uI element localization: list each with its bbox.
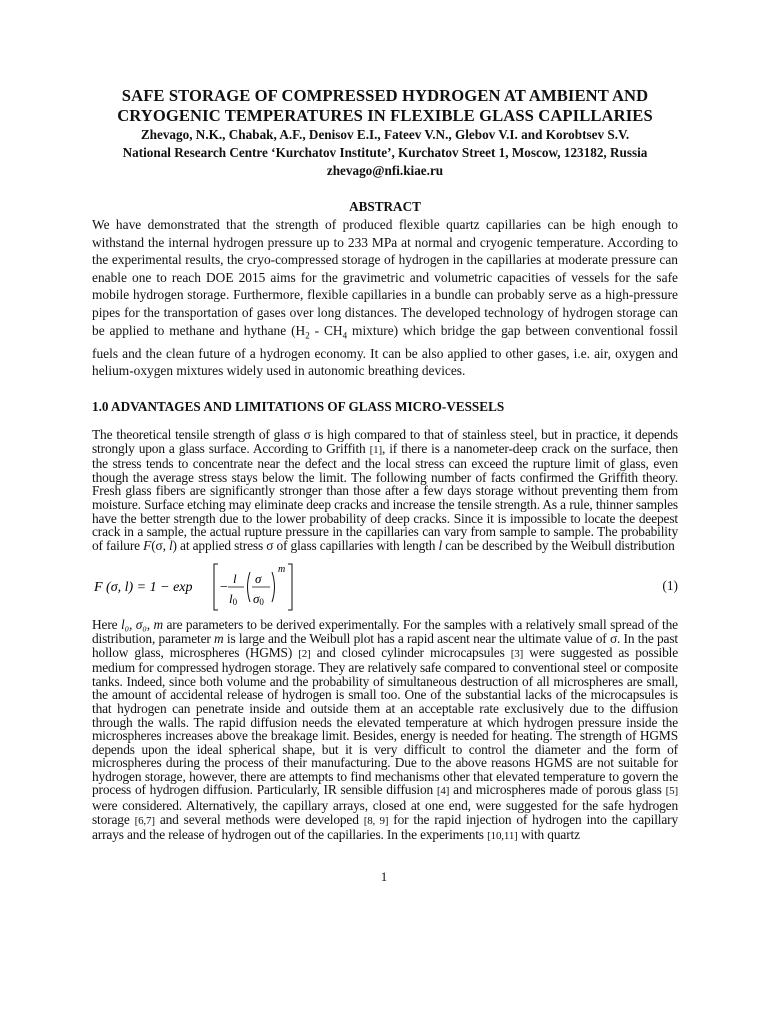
section-paragraph-1 xyxy=(92,428,678,552)
equation-lhs: F (σ, l) = 1 − exp xyxy=(94,580,193,596)
parameter-vars: l₀, σ₀, m xyxy=(120,617,163,633)
subscript-h2: 2 xyxy=(305,330,310,341)
minus-sign: − xyxy=(220,580,228,596)
citation-ref: [4] xyxy=(436,785,450,798)
denominator-l0: l0 xyxy=(229,591,238,608)
text-run: and several methods were developed xyxy=(154,811,364,827)
affiliation: National Research Centre ‘Kurchatov Institute’, Kurchatov Street 1, Moscow, 123182, Russia xyxy=(122,145,648,160)
contact-email: zhevago@nfi.kiae.ru xyxy=(326,163,444,178)
right-paren xyxy=(272,572,275,602)
text-run: for the rapid injection of hydrogen into the capillary arrays and the release of hydrogen out of the capillaries. In the experiments xyxy=(92,811,678,843)
left-paren xyxy=(248,572,251,602)
text-run: and microspheres made of porous glass xyxy=(449,782,666,798)
citation-ref: [5] xyxy=(665,785,678,798)
abstract-part-1: We have demonstrated that the strength of produced flexible quartz capillaries can be high enough to withstand the internal hydrogen pressure up to 233 MPa at normal and cryogenic temperature. According to the experimental results, the cryo-compressed storage of hydrogen in the capillaries at moderate pressure can enable one to reach DOE 2015 aims for the gravimetric and volumetric capacities of vessels for the safe mobile hydrogen storage. Furthermore, flexible capillaries in a bundle can probably serve as a high-pressure pipes for the transportation of gases over long distances. The developed technology of hydrogen storage can be applied to methane and hythane (H xyxy=(92,217,678,338)
citation-ref: [3] xyxy=(510,647,524,660)
weibull-equation xyxy=(92,558,678,616)
citation-ref: [8, 9] xyxy=(363,814,389,827)
text-run: is large and the Weibull plot has a rapid ascent near the ultimate value of σ. In the past hollow glass, microspheres (HGMS) xyxy=(92,630,678,660)
abstract-text xyxy=(92,216,678,380)
citation-ref: [2] xyxy=(298,647,311,660)
text-run: were considered. Alternatively, the capillary arrays, closed at one end, were suggested for the safe hydrogen storage xyxy=(92,798,678,827)
equation-number: (1) xyxy=(662,578,678,594)
text-run: are parameters to be derived experimentally. For the samples with a relatively small spread of the distribution, parameter xyxy=(92,617,678,646)
text-run: Here xyxy=(92,617,121,633)
page-number: 1 xyxy=(380,869,388,884)
text-run: were suggested as possible medium for compressed hydrogen storage. They are relatively safe compared to conventional steel or composite tanks. Indeed, since both volume and the probability of simultaneous destruction of all microspheres are small, the amount of accidental release of hydrogen is small too. One of the substantial lacks of the microcapsules is that hydrogen can penetrate inside and outside them at an acceptable rate exclusively due to the diffusion through the walls. The rapid diffusion needs the elevated temperature at which hydrogen pressure inside the microspheres increases above the breakage limit. Besides, energy is needed for heating. The strength of HGMS depends upon the ideal spherical shape, but it is very difficult to control the diameter and the form of microspheres during the process of their manufacturing. Due to the above reasons HGMS are not suitable for hydrogen storage, however, there are attempts to find mechanisms other that elevated temperature to govern the process of hydrogen diffusion. Particularly, IR sensible diffusion xyxy=(92,644,679,798)
author-list: Zhevago, N.K., Chabak, A.F., Denisov E.I., Fateev V.N., Glebov V.I. and Korobtsev S.V. xyxy=(140,127,630,142)
denominator-sigma0: σ0 xyxy=(253,591,264,608)
text-run: can be described by the Weibull distribution xyxy=(442,537,675,553)
right-bracket xyxy=(288,564,292,610)
abstract-heading: ABSTRACT xyxy=(349,199,421,214)
left-bracket xyxy=(214,564,218,610)
text-run: , if there is a nanometer-deep crack on the surface, then the stress tends to concentrate near the defect and the local stress can exceed the rupture limit of glass, even though the average stress stays below the limit. The following number of facts confirmed the Griffith theory. Fresh glass fibers are significantly stronger than those after a few days storage without preventing them from moisture. Surface etching may eliminate deep cracks and increase the tensile strength. As a rule, thinner samples have the better strength due to the lower probability of deep cracks. Since it is impossible to locate the deepest crack in a sample, the actual rupture pressure in the capillaries can vary from sample to sample. The probability of failure xyxy=(92,440,678,553)
text-run: The theoretical tensile strength of glass σ is high compared to that of stainless steel, but in practice, it depends strongly upon a glass surface. According to Griffith xyxy=(92,427,678,456)
citation-ref: [10,11] xyxy=(487,830,518,843)
citation-ref: [6,7] xyxy=(134,814,155,827)
var-l: l xyxy=(168,537,173,553)
abstract-part-mid: - CH xyxy=(309,322,343,338)
equation-graphic xyxy=(92,558,302,616)
section-paragraph-2 xyxy=(92,618,678,844)
paper-page xyxy=(92,86,678,844)
numerator-sigma: σ xyxy=(255,571,262,587)
paper-title: SAFE STORAGE OF COMPRESSED HYDROGEN AT AMBIENT AND CRYOGENIC TEMPERATURES IN FLEXIBLE GLASS CAPILLARIES xyxy=(117,86,653,125)
abstract-part-2: mixture) which bridge the gap between conventional fossil fuels and the clean future of a hydrogen economy. It can be also applied to other gases, i.e. air, oxygen and helium-oxygen mixtures widely used in autonomic breathing devices. xyxy=(92,322,678,379)
numerator-l: l xyxy=(233,571,237,587)
text-run: ) at applied stress σ of glass capillaries with length xyxy=(172,537,439,553)
citation-ref: [1] xyxy=(369,443,382,456)
text-run: with quartz xyxy=(517,827,580,843)
var-m: m xyxy=(214,630,224,646)
text-run: (σ, xyxy=(151,537,169,553)
text-run: and closed cylinder microcapsules xyxy=(310,644,511,660)
var-f: F xyxy=(143,537,152,553)
exponent-m: m xyxy=(278,564,286,576)
section-heading: 1.0 ADVANTAGES AND LIMITATIONS OF GLASS MICRO-VESSELS xyxy=(92,399,505,415)
var-l: l xyxy=(438,537,443,553)
subscript-ch4: 4 xyxy=(342,330,348,341)
